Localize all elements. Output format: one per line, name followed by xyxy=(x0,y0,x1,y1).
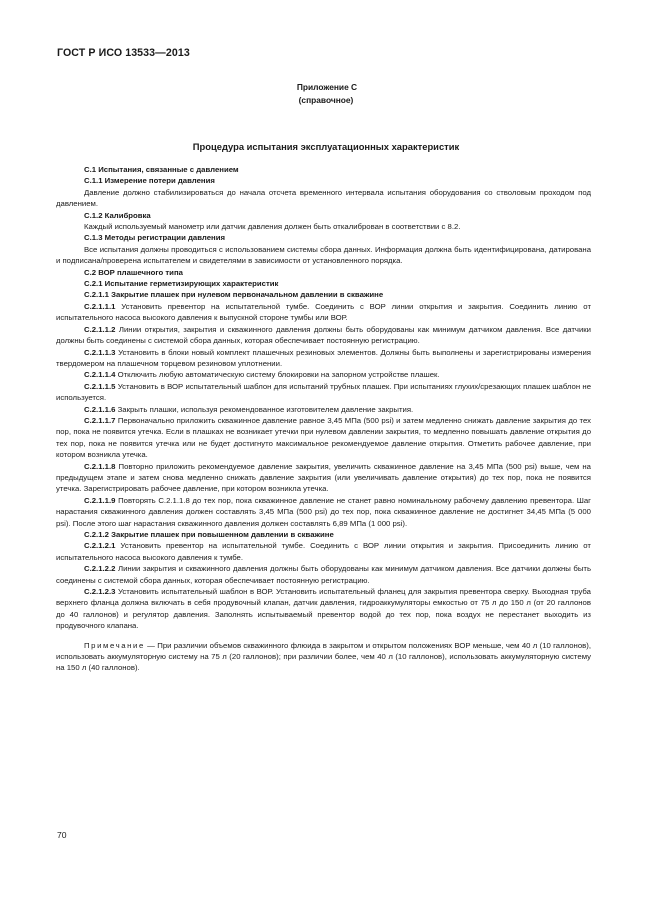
paragraph xyxy=(56,347,591,370)
clause-text: Установить в блоки новый комплект плашечных резиновых элементов. Должны быть выполнены и зарегистрированы измерения твердомером на плашечном торцевом резиновом уплотнении. xyxy=(56,347,591,368)
paragraph xyxy=(56,369,591,380)
clause-number: С.2.1.1.9 xyxy=(84,495,116,505)
clause-number: С.2.1.1.8 xyxy=(84,461,116,471)
section-heading: С.1.2 Калибровка xyxy=(84,210,151,220)
note-label: Примечание xyxy=(84,640,145,650)
clause-number: С.2.1.1.2 xyxy=(84,324,116,334)
paragraph: Все испытания должны проводиться с использованием системы сбора данных. Информация должна быть идентифицирована, датирована и подписана/проверена испытателем и свидетелями в зависимости от установленного порядка. xyxy=(56,244,591,266)
clause-text: Установить превентор на испытательной тумбе. Соединить с ВОР линии открытия и закрытия. Соединить линию от испытательного насоса высокого давления к выпускной стороне тумбы или ВОР. xyxy=(56,301,591,323)
section-heading: С.1.3 Методы регистрации давления xyxy=(84,233,225,243)
clause-text: Линии закрытия и скважинного давления должны быть оборудованы как минимум датчиком давления. Все датчики должны быть соединены с системой сбора данных, которая обеспечивает постоянную регистрацию. xyxy=(56,564,591,585)
note xyxy=(56,640,591,674)
paragraph xyxy=(56,586,591,632)
document-body xyxy=(56,164,591,674)
paragraph xyxy=(56,495,591,529)
clause-text: Повторно приложить рекомендуемое давление закрытия, увеличить скважинное давление на 3,45 МПа (500 psi) выше, чем на предыдущем этапе и затем снова медленно снижать давление закрытия (или увеличивать давление открытия) до тех пор, пока не появится утечка. Зарегистрировать рабочее давление, при котором возникла утечка. xyxy=(56,461,591,494)
paragraph xyxy=(56,415,591,461)
paragraph xyxy=(56,301,591,324)
clause-number: С.2.1.1.1 xyxy=(84,301,116,311)
section-heading: С.1 Испытания, связанные с давлением xyxy=(84,165,239,174)
paragraph xyxy=(56,324,591,347)
clause-number: С.2.1.2.3 xyxy=(84,587,116,597)
clause-number: С.2.1.1.7 xyxy=(84,415,116,425)
main-title: Процедура испытания эксплуатационных характеристик xyxy=(192,141,460,152)
clause-text: Установить испытательный шаблон в ВОР. Установить испытательный фланец для закрытия превентора сверху. Выходная труба верхнего фланца должна включать в себя продувочный клапан, датчик давления, гидроаккумуляторы емкостью от 75 л до 150 л (от 20 галлонов до 40 галлонов) и регулятор давления. Заполнять испытываемый превентор водой до тех пор, пока воздух не перестанет выходить из продувочного клапана. xyxy=(56,587,591,631)
standard-code: ГОСТ Р ИСО 13533—2013 xyxy=(57,47,190,59)
clause-text: Повторять С.2.1.1.8 до тех пор, пока скважинное давление не станет равно номинальному рабочему давлению превентора. Шаг нарастания скважинного давления должен составлять 3,45 МПа (500 psi) до тех пор, пока скважинное давление не достигнет 34,45 МПа (5 000 psi). После этого шаг нарастания скважинного давления должен составлять 6,89 МПа (1 000 psi). xyxy=(56,495,591,528)
paragraph: Каждый используемый манометр или датчик давления должен быть откалиброван в соответствии с 8.2. xyxy=(84,222,461,232)
paragraph xyxy=(56,461,591,495)
clause-number: С.2.1.1.5 xyxy=(84,381,116,391)
annex-title xyxy=(0,81,646,106)
clause-text: Установить в ВОР испытательный шаблон для испытаний трубных плашек. При испытаниях глухих/срезающих плашек шаблон не используется. xyxy=(56,381,591,403)
paragraph xyxy=(56,540,591,563)
note-text: — При различии объемов скважинного флюида в закрытом и открытом положениях ВОР меньше, чем 40 л (10 галлонов), использовать аккумуляторную систему на 75 л (20 галлонов); при различии более, чем 40 л (10 галлонов), использовать аккумуляторную систему на 150 л (40 галлонов). xyxy=(56,640,591,673)
section-heading: С.2.1 Испытание герметизирующих характеристик xyxy=(84,279,279,289)
clause-text: Установить превентор на испытательной тумбе. Соединить с ВОР линии открытия и закрытия. Присоединить линию от испытательного насоса высокого давления к тумбе. xyxy=(56,541,591,562)
paragraph xyxy=(56,381,591,404)
clause-text: Отключить любую автоматическую систему блокировки на запорном устройстве плашек. xyxy=(115,370,440,380)
section-heading: С.2 ВОР плашечного типа xyxy=(84,267,183,277)
clause-number: С.2.1.1.3 xyxy=(84,347,116,357)
clause-number: С.2.1.1.6 xyxy=(84,404,116,414)
section-heading: С.2.1.1 Закрытие плашек при нулевом первоначальном давлении в скважине xyxy=(84,290,384,300)
section-heading: С.2.1.2 Закрытие плашек при повышенном давлении в скважине xyxy=(84,530,334,539)
clause-number: С.2.1.2.1 xyxy=(84,541,116,551)
clause-number: С.2.1.1.4 xyxy=(84,370,116,380)
section-heading: С.1.1 Измерение потери давления xyxy=(84,176,215,186)
clause-text: Закрыть плашки, используя рекомендованное изготовителем давление закрытия. xyxy=(115,404,414,414)
paragraph: Давление должно стабилизироваться до начала отсчета временного интервала испытания оборудования со стволовым проходом под давлением. xyxy=(56,187,591,209)
clause-text: Первоначально приложить скважинное давление равное 3,45 МПа (500 psi) и затем медленно снижать давление закрытия до тех пор, пока не появится утечка. Если в плашках не возникает утечки при нулевом давлении закрытия, то медленно повышать давление открытия до тех пор, пока не появится утечка или не будет достигнуто максимальное рекомендуемое давление открытия. Отметить рабочее давление, при котором возникла утечка. xyxy=(56,415,591,460)
clause-number: С.2.1.2.2 xyxy=(84,564,116,574)
page-number: 70 xyxy=(57,830,67,840)
clause-text: Линии открытия, закрытия и скважинного давления должны быть оборудованы как минимум датчиком давления. Все датчики должны быть соединены с системой сбора данных, которая обеспечивает постоянную регистрацию. xyxy=(56,324,591,346)
annex-label: Приложение С xyxy=(296,82,358,92)
annex-type: (справочное) xyxy=(298,94,354,105)
paragraph xyxy=(56,404,591,415)
paragraph xyxy=(56,563,591,586)
